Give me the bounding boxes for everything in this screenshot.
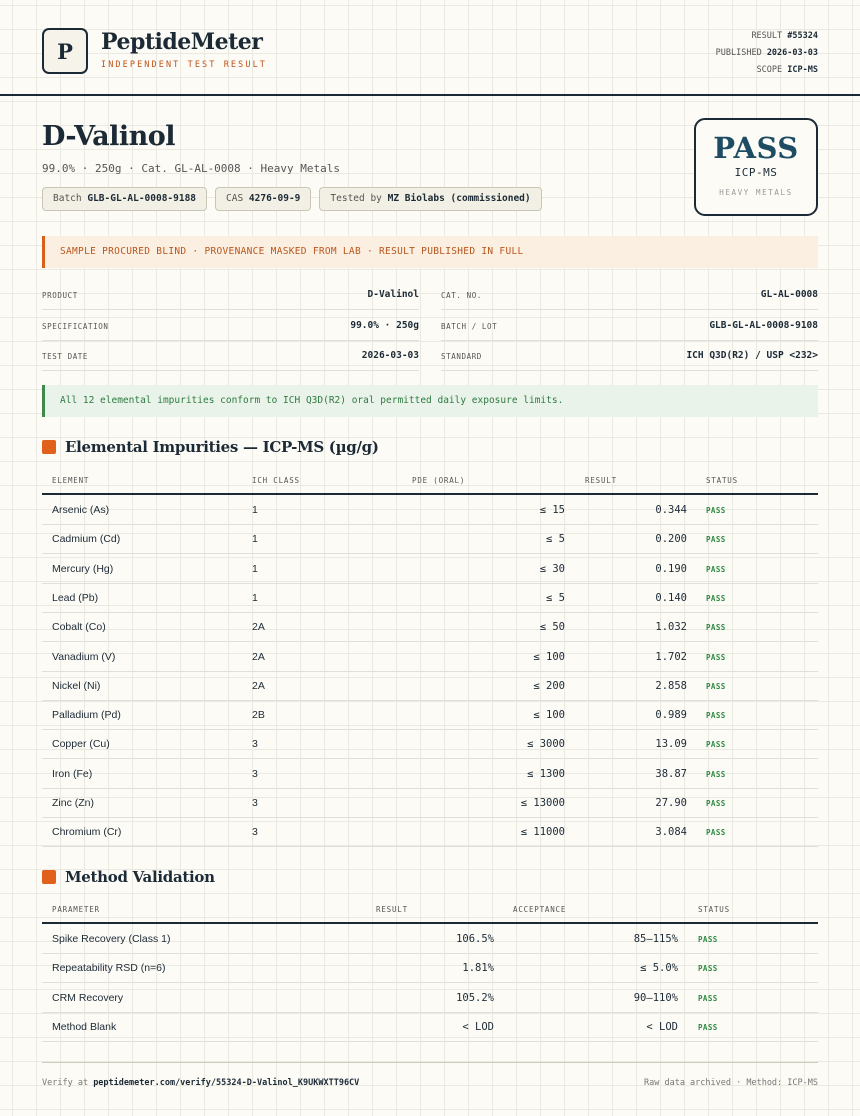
cas-chip: CAS 4276-09-9 bbox=[215, 187, 311, 211]
status-badge: PASS bbox=[698, 993, 718, 1003]
acceptance-range: 90–110% bbox=[633, 991, 678, 1004]
table-row bbox=[42, 525, 818, 554]
ich-class: 3 bbox=[252, 738, 258, 751]
table-row bbox=[42, 643, 818, 672]
column-header: ICH CLASS bbox=[252, 476, 300, 485]
column-header: ELEMENT bbox=[52, 476, 90, 485]
conformity-note: All 12 elemental impurities conform to ICH Q3D(R2) oral permitted daily exposure limits. bbox=[42, 385, 818, 417]
stamp-method: ICP-MS bbox=[734, 166, 778, 179]
element-name: Iron (Fe) bbox=[52, 767, 93, 780]
column-header: STATUS bbox=[706, 476, 738, 485]
report-meta bbox=[716, 28, 818, 79]
element-name: Palladium (Pd) bbox=[52, 709, 121, 722]
result-value: 3.084 bbox=[655, 826, 687, 839]
pde-limit: ≤ 5 bbox=[546, 533, 565, 546]
acceptance-range: ≤ 5.0% bbox=[640, 962, 678, 975]
pde-limit: ≤ 1300 bbox=[527, 767, 565, 780]
parameter-name: CRM Recovery bbox=[52, 991, 124, 1004]
info-batch bbox=[441, 311, 818, 341]
result-value: 1.032 bbox=[655, 621, 687, 634]
table-row bbox=[42, 954, 818, 983]
element-name: Cobalt (Co) bbox=[52, 621, 106, 634]
impurities-table-header bbox=[42, 467, 818, 495]
table-row bbox=[42, 496, 818, 525]
product-subtitle: 99.0% · 250g · Cat. GL-AL-0008 · Heavy Metals bbox=[42, 162, 341, 175]
table-row bbox=[42, 925, 818, 954]
product-title: D-Valinol bbox=[42, 121, 176, 152]
pde-limit: ≤ 3000 bbox=[527, 738, 565, 751]
brand-tagline: INDEPENDENT TEST RESULT bbox=[101, 60, 268, 70]
pde-limit: ≤ 30 bbox=[539, 562, 565, 575]
element-name: Lead (Pb) bbox=[52, 591, 99, 604]
result-value: 0.344 bbox=[655, 504, 687, 516]
status-badge: PASS bbox=[706, 564, 726, 574]
table-row bbox=[42, 584, 818, 613]
info-test-date bbox=[42, 341, 419, 371]
pde-limit: ≤ 15 bbox=[539, 504, 565, 516]
result-value: 2.858 bbox=[655, 679, 687, 692]
status-badge: PASS bbox=[706, 652, 726, 662]
status-badge: PASS bbox=[706, 711, 726, 721]
ich-class: 2A bbox=[252, 621, 265, 634]
status-badge: PASS bbox=[706, 623, 726, 633]
element-name: Mercury (Hg) bbox=[52, 562, 114, 575]
column-header: RESULT bbox=[585, 476, 617, 485]
status-badge: PASS bbox=[706, 828, 726, 838]
table-row bbox=[42, 613, 818, 642]
info-value: 99.0% · 250g bbox=[350, 320, 419, 331]
info-label: CAT. NO. bbox=[441, 291, 482, 300]
ich-class: 1 bbox=[252, 591, 258, 604]
result-value: 13.09 bbox=[655, 738, 687, 751]
result-value: 38.87 bbox=[655, 767, 687, 780]
procurement-banner: SAMPLE PROCURED BLIND · PROVENANCE MASKED FROM LAB · RESULT PUBLISHED IN FULL bbox=[42, 236, 818, 268]
pde-limit: ≤ 100 bbox=[533, 650, 565, 663]
brand-name: PeptideMeter bbox=[101, 29, 263, 55]
ich-class: 2A bbox=[252, 679, 265, 692]
column-header: STATUS bbox=[698, 905, 730, 914]
result-value: 0.200 bbox=[655, 533, 687, 546]
acceptance-range: < LOD bbox=[646, 1020, 678, 1033]
parameter-name: Repeatability RSD (n=6) bbox=[52, 962, 166, 975]
status-badge: PASS bbox=[698, 964, 718, 974]
column-header: PDE (ORAL) bbox=[412, 476, 466, 485]
impurities-section-header bbox=[42, 437, 379, 457]
ich-class: 2B bbox=[252, 709, 265, 722]
table-row bbox=[42, 701, 818, 730]
report-footer bbox=[42, 1062, 818, 1088]
section-marker-icon bbox=[42, 440, 56, 454]
column-header: PARAMETER bbox=[52, 905, 100, 914]
element-name: Zinc (Zn) bbox=[52, 797, 94, 809]
parameter-name: Spike Recovery (Class 1) bbox=[52, 933, 171, 945]
info-cat-no bbox=[441, 280, 818, 310]
stamp-scope: HEAVY METALS bbox=[719, 188, 793, 197]
table-row bbox=[42, 984, 818, 1013]
result-id: RESULT #55324 bbox=[751, 31, 818, 41]
verify-line: Verify at peptidemeter.com/verify/55324-D-Valinol_K9UKWXTT96CV bbox=[42, 1078, 360, 1088]
ich-class: 3 bbox=[252, 767, 258, 780]
info-label: SPECIFICATION bbox=[42, 322, 109, 331]
info-value: D-Valinol bbox=[367, 289, 419, 300]
pde-limit: ≤ 13000 bbox=[520, 797, 565, 809]
batch-chip: Batch GLB-GL-AL-0008-9188 bbox=[42, 187, 207, 211]
table-row bbox=[42, 818, 818, 847]
ich-class: 3 bbox=[252, 797, 258, 809]
result-value: 27.90 bbox=[655, 797, 687, 809]
table-row bbox=[42, 760, 818, 789]
element-name: Copper (Cu) bbox=[52, 738, 110, 751]
element-name: Vanadium (V) bbox=[52, 650, 116, 663]
info-value: GL-AL-0008 bbox=[760, 289, 818, 300]
info-value: 2026-03-03 bbox=[361, 350, 419, 361]
ich-class: 1 bbox=[252, 562, 258, 575]
pde-limit: ≤ 11000 bbox=[520, 826, 565, 839]
status-badge: PASS bbox=[706, 681, 726, 691]
info-specification bbox=[42, 311, 419, 341]
status-badge: PASS bbox=[706, 535, 726, 545]
pde-limit: ≤ 5 bbox=[546, 591, 565, 604]
element-name: Arsenic (As) bbox=[52, 504, 110, 516]
status-badge: PASS bbox=[706, 593, 726, 603]
section-title: Elemental Impurities — ICP-MS (µg/g) bbox=[65, 438, 379, 456]
pde-limit: ≤ 100 bbox=[533, 709, 565, 722]
acceptance-range: 85–115% bbox=[633, 933, 678, 945]
section-title: Method Validation bbox=[65, 868, 215, 886]
ich-class: 3 bbox=[252, 826, 258, 839]
result-value: 105.2% bbox=[456, 991, 494, 1004]
status-badge: PASS bbox=[706, 799, 726, 808]
info-label: BATCH / LOT bbox=[441, 322, 498, 331]
published-date: PUBLISHED 2026-03-03 bbox=[715, 48, 818, 58]
info-standard bbox=[441, 341, 818, 371]
element-name: Chromium (Cr) bbox=[52, 826, 122, 839]
tested-by-chip: Tested by MZ Biolabs (commissioned) bbox=[319, 187, 541, 211]
status-badge: PASS bbox=[698, 1022, 718, 1032]
ich-class: 1 bbox=[252, 504, 258, 516]
result-value: 0.190 bbox=[655, 562, 687, 575]
status-badge: PASS bbox=[706, 769, 726, 779]
table-row bbox=[42, 789, 818, 818]
pass-stamp bbox=[694, 118, 818, 216]
info-label: STANDARD bbox=[441, 352, 482, 361]
result-value: < LOD bbox=[462, 1020, 494, 1033]
section-marker-icon bbox=[42, 870, 56, 884]
product-chips bbox=[42, 187, 542, 211]
parameter-name: Method Blank bbox=[52, 1020, 117, 1033]
table-row bbox=[42, 555, 818, 584]
result-value: 0.140 bbox=[655, 591, 687, 604]
report-header bbox=[0, 0, 860, 96]
status-badge: PASS bbox=[698, 935, 718, 944]
validation-table-header bbox=[42, 896, 818, 924]
ich-class: 2A bbox=[252, 650, 265, 663]
element-name: Cadmium (Cd) bbox=[52, 533, 121, 546]
info-product bbox=[42, 280, 419, 310]
column-header: ACCEPTANCE bbox=[513, 905, 567, 914]
archive-note: Raw data archived · Method: ICP-MS bbox=[644, 1078, 818, 1088]
info-label: PRODUCT bbox=[42, 291, 78, 300]
column-header: RESULT bbox=[376, 905, 408, 914]
info-value: ICH Q3D(R2) / USP <232> bbox=[686, 350, 818, 361]
table-row bbox=[42, 672, 818, 701]
verify-link[interactable]: peptidemeter.com/verify/55324-D-Valinol_K9UKWXTT96CV bbox=[93, 1078, 360, 1088]
validation-section-header bbox=[42, 867, 215, 887]
element-name: Nickel (Ni) bbox=[52, 679, 101, 692]
table-row bbox=[42, 730, 818, 759]
scope: SCOPE ICP-MS bbox=[756, 65, 818, 75]
table-row bbox=[42, 1013, 818, 1042]
result-value: 106.5% bbox=[456, 933, 494, 945]
stamp-verdict: PASS bbox=[713, 131, 799, 165]
status-badge: PASS bbox=[706, 740, 726, 750]
pde-limit: ≤ 50 bbox=[539, 621, 565, 634]
result-value: 1.81% bbox=[462, 962, 494, 975]
result-value: 0.989 bbox=[655, 709, 687, 722]
logo-icon: P bbox=[42, 28, 88, 74]
result-value: 1.702 bbox=[655, 650, 687, 663]
ich-class: 1 bbox=[252, 533, 258, 546]
info-value: GLB-GL-AL-0008-9108 bbox=[709, 320, 818, 331]
pde-limit: ≤ 200 bbox=[533, 679, 565, 692]
info-label: TEST DATE bbox=[42, 352, 89, 361]
status-badge: PASS bbox=[706, 506, 726, 515]
